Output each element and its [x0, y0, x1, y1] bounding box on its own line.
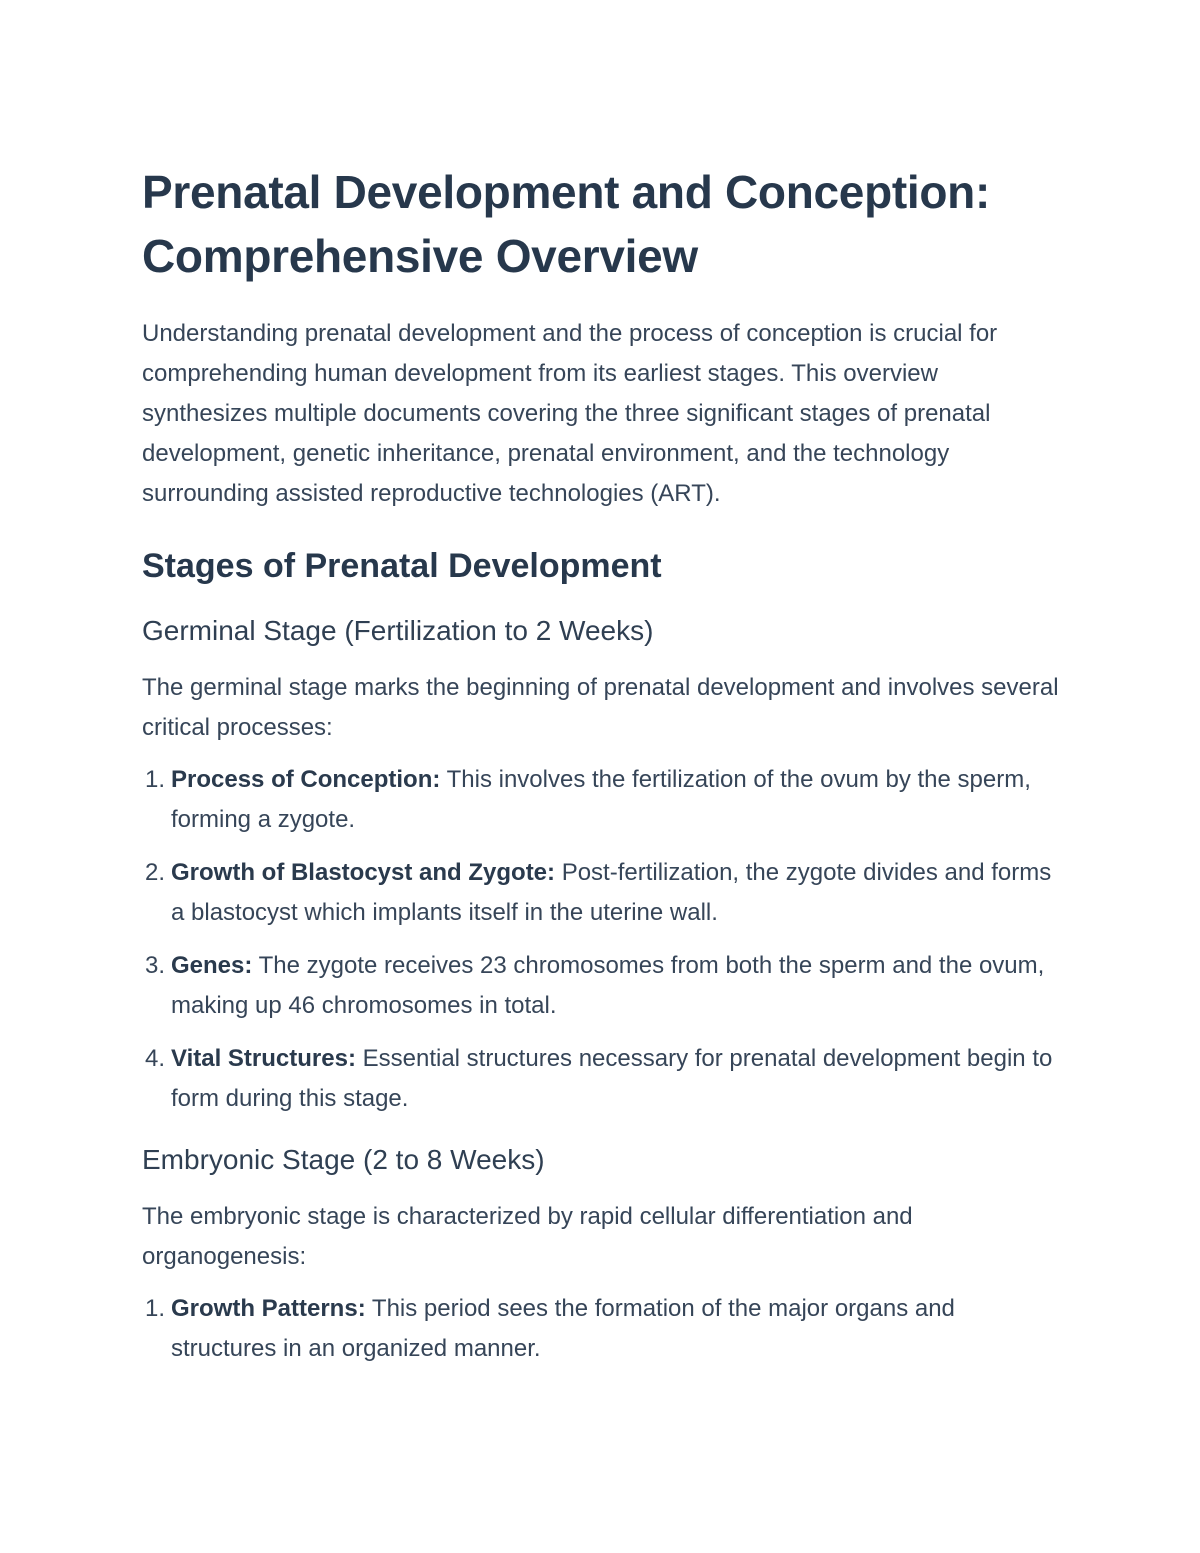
- document-title: Prenatal Development and Conception: Comprehensive Overview: [142, 166, 990, 282]
- intro-paragraph: Understanding prenatal development and the process of conception is crucial for comprehending human development from its earliest stages. This overview synthesizes multiple documents covering the three significant stages of prenatal development, genetic inheritance, prenatal environment, and the technology surrounding assisted reproductive technologies (ART).: [142, 320, 998, 507]
- list-item-number: 3.: [145, 952, 166, 979]
- list-item: [142, 946, 1062, 1026]
- list-item: [142, 1039, 1062, 1119]
- embryonic-stage-list: [142, 1289, 1062, 1369]
- list-item-number: 1.: [145, 1295, 166, 1322]
- list-item: [142, 760, 1062, 840]
- section-heading: Stages of Prenatal Development: [142, 547, 662, 585]
- list-item-description: Post-fertilization, the zygote divides and forms a blastocyst which implants itself in the uterine wall.: [171, 859, 1052, 926]
- list-item-number: 1.: [145, 766, 166, 793]
- list-item-term: Vital Structures:: [171, 1045, 356, 1072]
- list-item-description: This period sees the formation of the major organs and structures in an organized manner.: [171, 1295, 955, 1362]
- list-item-description: The zygote receives 23 chromosomes from both the sperm and the ovum, making up 46 chromosomes in total.: [171, 952, 1045, 1019]
- list-item: [142, 1289, 1062, 1369]
- list-item-term: Process of Conception:: [171, 766, 441, 793]
- list-item-description: Essential structures necessary for prenatal development begin to form during this stage.: [171, 1045, 1053, 1112]
- document-page: [142, 160, 1062, 1382]
- list-item-term: Growth of Blastocyst and Zygote:: [171, 859, 556, 886]
- germinal-stage-list: [142, 760, 1062, 1119]
- list-item-description: This involves the fertilization of the ovum by the sperm, forming a zygote.: [171, 766, 1031, 833]
- embryonic-stage-text: The embryonic stage is characterized by rapid cellular differentiation and organogenesis:: [142, 1203, 913, 1270]
- list-item-number: 4.: [145, 1045, 166, 1072]
- germinal-stage-text: The germinal stage marks the beginning of prenatal development and involves several critical processes:: [142, 674, 1059, 741]
- embryonic-stage-heading: Embryonic Stage (2 to 8 Weeks): [142, 1144, 545, 1175]
- list-item-term: Genes:: [171, 952, 253, 979]
- list-item-number: 2.: [145, 859, 166, 886]
- list-item: [142, 853, 1062, 933]
- germinal-stage-heading: Germinal Stage (Fertilization to 2 Weeks): [142, 615, 654, 646]
- list-item-term: Growth Patterns:: [171, 1295, 366, 1322]
